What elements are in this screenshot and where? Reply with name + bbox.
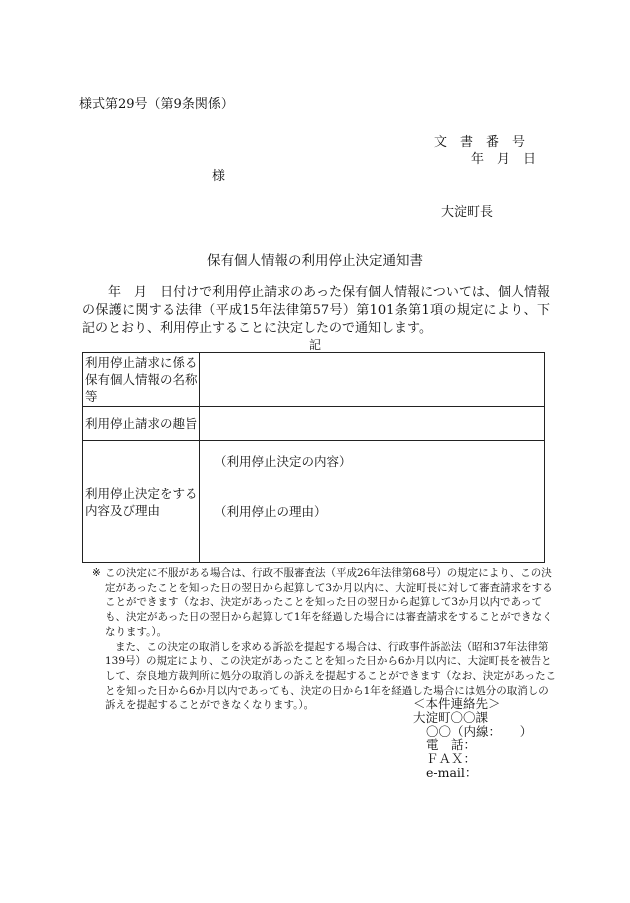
table-row	[83, 441, 545, 563]
contact-department: 大淀町〇〇課	[413, 709, 489, 725]
table-row	[83, 353, 545, 407]
notes-section	[92, 566, 557, 713]
addressee-suffix: 様	[212, 169, 226, 184]
contact-name-extension: 〇〇（内線： ）	[426, 723, 533, 739]
note-asterisk-mark: ※	[92, 567, 101, 579]
decision-table	[82, 352, 545, 563]
row-value-info-name	[200, 353, 545, 407]
form-number: 様式第29号（第9条関係）	[79, 97, 234, 112]
document-title: 保有個人情報の利用停止決定通知書	[207, 253, 423, 269]
table-row	[83, 407, 545, 441]
document-date-label: 年 月 日	[471, 152, 537, 167]
document-number-label: 文 書 番 号	[434, 135, 526, 150]
sender-name: 大淀町長	[441, 205, 494, 220]
intro-paragraph	[82, 284, 550, 338]
row-value-decision	[200, 441, 545, 563]
contact-heading: ＜本件連絡先＞	[413, 696, 501, 711]
row-label-info-name: 利用停止請求に係る保有個人情報の名称等	[83, 353, 200, 407]
decision-content-label: （利用停止決定の内容）	[214, 454, 352, 469]
ki-marker: 記	[308, 338, 321, 352]
row-value-request-purpose	[200, 407, 545, 441]
contact-fax: ＦＡＸ：	[426, 751, 477, 767]
decision-reason-label: （利用停止の理由）	[214, 504, 327, 519]
contact-phone: 電 話：	[426, 737, 477, 753]
row-label-request-purpose: 利用停止請求の趣旨	[83, 407, 200, 441]
contact-block	[413, 697, 532, 780]
note-lawsuit: また、この決定の取消しを求める訴訟を提起する場合は、行政事件訴訟法（昭和37年法律第139号）の規定により、この決定があったことを知った日から6か月以内に、大淀町長を被告として、奈良地方裁判所に処分の取消しの訴えを提起することができます（なお、決定があったことを知った日から6か月以内であっても、決定の日から1年を経過した場合には処分の取消しの訴えを提起することができなくなります。）。	[105, 640, 557, 712]
note-appeal: この決定に不服がある場合は、行政不服審査法（平成26年法律第68号）の規定により、この決定があったことを知った日の翌日から起算して3か月以内に、大淀町長に対して審査請求をすることができます（なお、決定があったことを知った日の翌日から起算して3か月以内であっても、決定があった日の翌日から起算して1年を経過した場合には審査請求をすることができなくなります。）。	[105, 567, 553, 638]
intro-text: 年 月 日付けで利用停止請求のあった保有個人情報については、個人情報の保護に関する法律（平成15年法律第57号）第101条第1項の規定により、下記のとおり、利用停止することに決定したので通知します。	[82, 285, 550, 336]
row-label-decision: 利用停止決定をする内容及び理由	[83, 441, 200, 563]
contact-email: e-mail：	[426, 764, 478, 780]
